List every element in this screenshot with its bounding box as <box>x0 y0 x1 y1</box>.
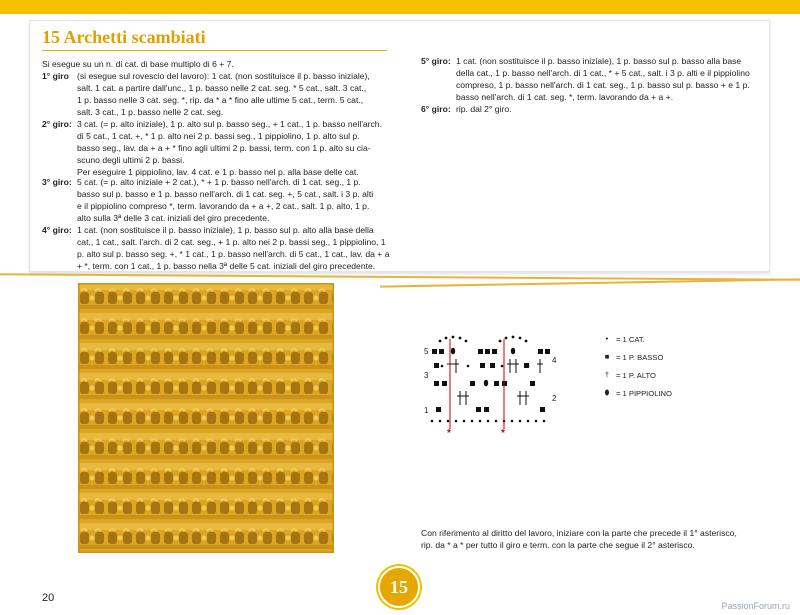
dagger-icon: † <box>604 370 610 379</box>
text-line: basso seg., lav. da + a + * fino agli ultimi 2 p. bassi, term. con 1 p. alto su cia- <box>77 143 371 153</box>
round-label: 1° giro <box>42 71 69 81</box>
text-line: Per eseguire 1 pippiolino, lav. 4 cat. e 1 p. basso nel p. alla base delle cat. <box>77 167 359 177</box>
text-line: basso nell'arch. di 1 cat. seg. *, term. lavorando da + a +. <box>456 92 674 102</box>
text-line: salt. 1 cat. a partire dall'unc., 1 p. basso nelle 2 cat. seg. * 5 cat., salt. 3 cat., <box>77 83 367 93</box>
text-line: rip. dal 2° giro. <box>456 104 512 114</box>
note-line: rip. da * a * per tutto il giro e term. con la parte che segue il 2° asterisco. <box>421 540 695 550</box>
chart-row-number: 3 <box>424 371 429 380</box>
square-icon: ■ <box>604 352 610 361</box>
legend-label: = 1 P. ALTO <box>616 371 656 380</box>
yarn-strand <box>380 278 800 287</box>
page-title: 15 Archetti scambiati <box>42 27 206 47</box>
note-line: Con riferimento al diritto del lavoro, iniziare con la parte che precede il 1° asterisco, <box>421 528 737 538</box>
text-line: 1 cat. (non sostituisce il p. basso iniziale), 1 p. basso sul p. alto alla base della <box>77 225 374 235</box>
intro-text: Si esegue su un n. di cat. di base multiplo di 6 + 7. <box>42 59 234 69</box>
text-line: scuno degli ultimi 2 p. bassi. <box>77 155 185 165</box>
crochet-swatch-photo <box>78 283 334 553</box>
legend-label: = 1 CAT. <box>616 335 645 344</box>
text-line: della cat., 1 p. basso nell'arch. di 1 cat., * + 5 cat., salt. i 3 p. alti e il pippiolino <box>456 68 750 78</box>
round-text <box>77 176 373 224</box>
reading-note <box>421 527 737 551</box>
round-text <box>77 224 389 272</box>
round-label: 6° giro: <box>421 104 451 114</box>
chart-row-bottom <box>431 380 546 423</box>
text-line: e il pippiolino compreso *, term. lavorando da + a +, 2 cat., salt. 1 p. alto, 1 p. <box>77 201 370 211</box>
pattern-number-badge: 15 <box>378 566 420 608</box>
swatch-texture <box>78 283 334 553</box>
page-number: 20 <box>42 592 55 604</box>
chart-asterisk: * <box>501 428 505 439</box>
chart-row-number: 5 <box>424 347 429 356</box>
round-label: 4° giro: <box>42 225 72 235</box>
watermark: PassionForum.ru <box>721 601 790 611</box>
text-line: compreso, 1 p. basso nell'arch. di 1 cat. seg., 1 p. basso sul p. basso + e 1 p. <box>456 80 750 90</box>
text-line: alto sulla 3ª delle 3 cat. iniziali del giro precedente. <box>77 213 270 223</box>
chart-drawing <box>420 333 570 443</box>
round-text <box>77 70 370 118</box>
chart-asterisk: * <box>447 428 451 439</box>
text-line: (si esegue sul rovescio del lavoro): 1 cat. (non sostituisce il p. basso iniziale), <box>77 71 370 81</box>
round-label: 2° giro: <box>42 119 72 129</box>
text-line: 3 cat. (= p. alto iniziale), 1 p. alto sul p. basso seg., + 1 cat., 1 p. basso nell'arch. <box>77 119 382 129</box>
text-line: salt. 3 cat., 1 p. basso nelle 2 cat. seg. <box>77 107 224 117</box>
text-line: p. alto sul p. basso seg. +, * 1 cat., 1 p. basso nell'arch. di 5 cat., 1 cat., lav. da + a <box>77 249 390 259</box>
round-6 <box>421 103 766 115</box>
round-4 <box>42 224 390 272</box>
round-label: 5° giro: <box>421 56 451 66</box>
text-line: 5 cat. (= p. alto iniziale + 2 cat.), * + 1 p. basso nell'arch. di 1 cat. seg., 1 p. <box>77 177 361 187</box>
chart-row-number: 4 <box>552 356 557 365</box>
text-line: 1 p. basso nelle 3 cat. seg. *, rip. da * a * fino alle ultime 5 cat., term. 5 cat., <box>77 95 364 105</box>
text-line: di 5 cat., 1 cat. +, * 1 p. alto nei 2 p. bassi seg., 1 pippiolino, 1 p. alto sul p. <box>77 131 360 141</box>
dot-icon: • <box>605 334 609 343</box>
text-line: cat., 1 cat., salt. l'arch. di 2 cat. seg., + 1 p. alto nei 2 p. bassi seg., 1 pippiolino, 1 <box>77 237 386 247</box>
round-label: 3° giro: <box>42 177 72 187</box>
chart-row-number: 1 <box>424 406 429 415</box>
stitch-chart <box>420 333 570 443</box>
round-text <box>77 118 382 178</box>
round-text <box>456 55 750 103</box>
text-line: basso sul p. basso e 1 p. basso nell'arch. di 1 cat. seg. +, 5 cat., salt. i 3 p. alti <box>77 189 374 199</box>
round-2 <box>42 118 387 178</box>
legend-label: = 1 P. BASSO <box>616 353 664 362</box>
chart-row-number: 2 <box>552 394 557 403</box>
top-accent-bar <box>0 0 800 14</box>
text-line: 1 cat. (non sostituisce il p. basso iniziale), 1 p. basso sul p. basso alla base <box>456 56 742 66</box>
legend-label: = 1 PIPPIOLINO <box>616 389 672 398</box>
round-5 <box>421 55 766 103</box>
drop-icon: ⬮ <box>604 388 610 397</box>
title-rule <box>42 50 387 51</box>
round-1 <box>42 70 387 118</box>
text-line: + *, term. con 1 cat., 1 p. basso nella 3ª delle 5 cat. iniziali del giro precedente. <box>77 261 376 271</box>
round-text <box>456 103 512 115</box>
round-3 <box>42 176 387 224</box>
